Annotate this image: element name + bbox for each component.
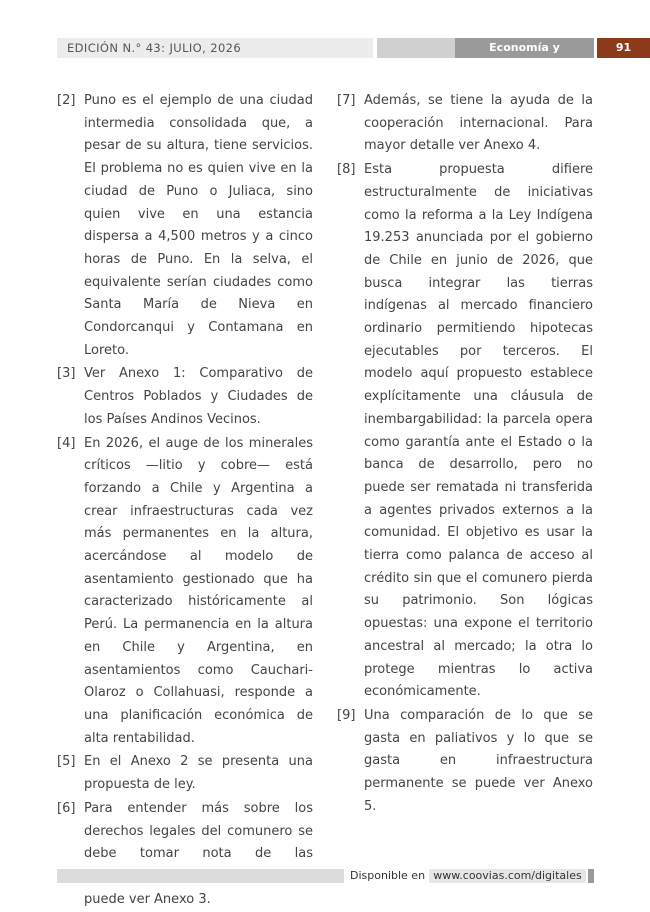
footnote [337, 159, 593, 704]
footnote-number: [9] [337, 707, 356, 723]
page-header [57, 38, 650, 74]
footnote [57, 90, 313, 362]
footnote [337, 705, 593, 819]
footnote [57, 433, 313, 751]
footnote-number: [5] [57, 754, 76, 770]
footnote-text: En el Anexo 2 se presenta una propuesta de ley. [84, 754, 313, 793]
footnote [337, 90, 593, 158]
footnote-number: [6] [57, 800, 76, 816]
footnote-text: Puno es el ejemplo de una ciudad intermedia consolidada que, a pesar de su altura, tiene servicios. El problema no es quien vive en la ciudad de Puno o Juliaca, sino quien vive en una estancia dispersa a 4,500 metros y a cinco horas de Puno. En la selva, el equivalente serían ciudades como Santa María de Nieva en Condorcanqui y Contamana en Loreto. [84, 93, 313, 358]
footnote-number: [7] [337, 93, 356, 108]
footnote-number: [2] [57, 93, 76, 108]
page-number: 91 [597, 38, 650, 58]
footer-bar [57, 869, 344, 883]
footnote-text: Una comparación de lo que se gasta en paliativos y lo que se gasta en infraestructura permanente se puede ver Anexo 5. [364, 707, 593, 814]
section-label: Economía y Actualidad [455, 38, 594, 58]
footnote-text: Para entender más sobre los derechos legales del comunero se debe tomar nota de las puede ver Anexo 3. [84, 800, 313, 907]
edition-label: EDICIÓN N.° 43: JULIO, 2026 [57, 38, 373, 58]
footnote [57, 751, 313, 796]
footnote-number: [4] [57, 435, 76, 451]
page-footer [57, 869, 593, 883]
footnote-text: En 2026, el auge de los minerales críticos —litio y cobre— está forzando a Chile y Argentina a crear infraestructuras cada vez más permanentes en la altura, acercándose al modelo de asentamiento gestionado que ha caracterizado históricamente al Perú. La permanencia en la altura en Chile y Argentina, en asentamientos como Cauchari-Olaroz o Collahuasi, responde a una planificación económica de alta rentabilidad. [84, 435, 313, 746]
footnote [57, 798, 313, 912]
footnote [57, 363, 313, 431]
notes-column-right [337, 90, 593, 820]
notes-column-left [57, 90, 313, 912]
footnote-number: [8] [337, 162, 356, 178]
availability-label: Disponible en [350, 869, 426, 882]
footnote-text: Además, se tiene la ayuda de la cooperación internacional. Para mayor detalle ver Anexo 4. [364, 93, 593, 154]
footer-end-bar [588, 869, 594, 883]
footnote-number: [3] [57, 366, 76, 382]
footnote-text: Esta propuesta difiere estructuralmente de iniciativas como la reforma a la Ley Indígena 19.253 anunciada por el gobierno de Chile en junio de 2026, que busca integrar las tierras indígenas al mercado financiero ordinario permitiendo hipotecas ejecutables por terceros. El modelo aquí propuesto establece explícitamente una cláusula de inembargabilidad: la parcela opera como garantía ante el Estado o la banca de desarrollo, pero no puede ser rematada ni transferida a agentes privados externos a la comunidad. El objetivo es usar la tierra como palanca de acceso al crédito sin que el comunero pierda su patrimonio. Son lógicas opuestas: una expone el territorio ancestral al mercado; la otra lo protege mientras lo activa económicamente. [364, 162, 593, 700]
footnote-text: Ver Anexo 1: Comparativo de Centros Poblados y Ciudades de los Países Andinos Vecinos. [84, 366, 313, 427]
website-link[interactable]: www.coovias.com/digitales [429, 869, 586, 883]
